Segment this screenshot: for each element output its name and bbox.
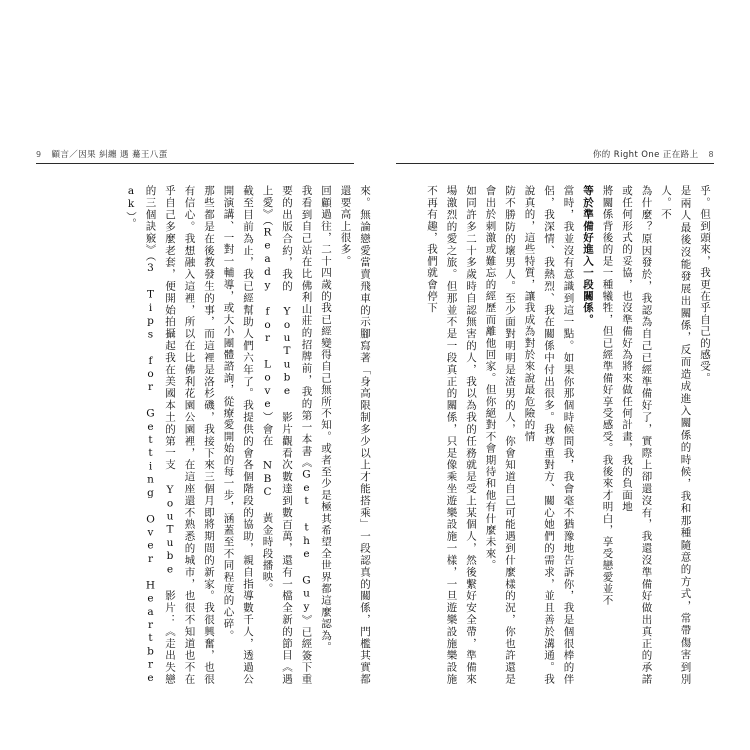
text-column: 如同許多二十多歲時自認無害的人，我以為我的任務就是受上某個人，然後繫好安全帶，準備來場激烈的愛之旅。但那並不是一段真正的關係，只是像乘坐遊樂設施一樣，一旦遊樂設施樂設施不再有趣，我們就會停下 (426, 185, 477, 685)
text-column: 來。無論戀愛當賣飛車的示腳寫著「身高限制多少以上才能搭乘」一段認真的關係，門檻其實都還要高上很多。 (339, 185, 371, 685)
running-head-left-text: 顧言／因果 糾纏 遇 驀王八蛋 (51, 150, 168, 160)
folio-right: 8 (708, 150, 714, 159)
header-rule-left (36, 163, 354, 164)
text-column: 當時，我並沒有意識到這一點。如果你那個時候問我，我會毫不猶豫地告訴你，我是個很棒的伴侶，我深情、我熱烈、我在關係中付出很多。我尊重對方、關心她們的需求，並且善於溝通。我說真的，這些特質，讓我成為對於來說最危險的情 (523, 185, 575, 685)
text-column: 防不勝防的壞男人。至少面對明明是渣男的人，你會知道自己可能遇到什麼樣的況，你也許還是會出於刺激或難忘的經歷而離他回家。但你絕對不會期待和他有什麼未來。 (484, 185, 516, 685)
running-head-right (593, 148, 714, 160)
running-heads (36, 148, 714, 164)
text-column-emphasis: 等於準備好進入一段關係。 (582, 185, 594, 326)
text-column: 那些都是在後教發生的事，而這裡是洛杉磯，我接下來三個月即將期間的新家。我很興奮，也很有信心。我想融入這裡，所以在比佛利花園公園裡，在這座還不熟悉的城市，也很不知道也不在乎自己多麼老套，便開始拍攝起我在美國本土的第一支 YouTube 影片：《走出失戀的三個訣竅》（3 Tips for Getting Over Heartbreak）。 (125, 185, 215, 685)
text-column: 我看到自己站在比佛利山莊的招牌前，我的第一本書《Get the Guy》已經簽下重要的出版合約，我的 YouTube 影片觀看次數達到數百萬，還有一檔全新的節目《遇上愛》（Ready for Love）會在 NBC 黃金時段播映。 (261, 185, 313, 685)
folio-left: 9 (36, 150, 42, 159)
text-column: 乎。但到頭來，我更在乎自己的感受。 (699, 185, 711, 384)
body-spread (36, 185, 714, 685)
text-column: 為什麼？原因發於，我認為自己已經準備好了，實際上卻還沒有，我還沒準備好做出真正的承諾或任何形式的妥協，也沒準備好為將來做任何計畫，我的負面地 (621, 185, 653, 685)
header-rule-right (396, 163, 714, 164)
page-left (36, 185, 374, 685)
page-right (374, 185, 714, 685)
text-column: 將關係背後的是一種犧牲，但已經準備好享受感受。我後來才明白，享受戀愛並不 (601, 185, 614, 607)
text-column: 截至目前為止，我已經幫助人們六年了。我提供的會各個階段的協助，親自指導數千人，透過公開演講、一對一輔導，或大小團體諮詢，從療愛開始的每一步，涵蓋至不同程度的心碎。 (222, 185, 254, 685)
text-column: 是兩人最後沒能發展出關係，反而造成進入關係的時候，我和那種隨意的方式，常帶傷害到別人。不 (660, 185, 692, 685)
text-column: 回顧過往，二十四歲的我已經變得自己無所不知。或者至少是極其希望全世界都這麼認為。 (320, 185, 332, 653)
running-head-left (36, 148, 168, 160)
running-head-right-text: 你的 Right One 正在路上 (592, 150, 699, 160)
